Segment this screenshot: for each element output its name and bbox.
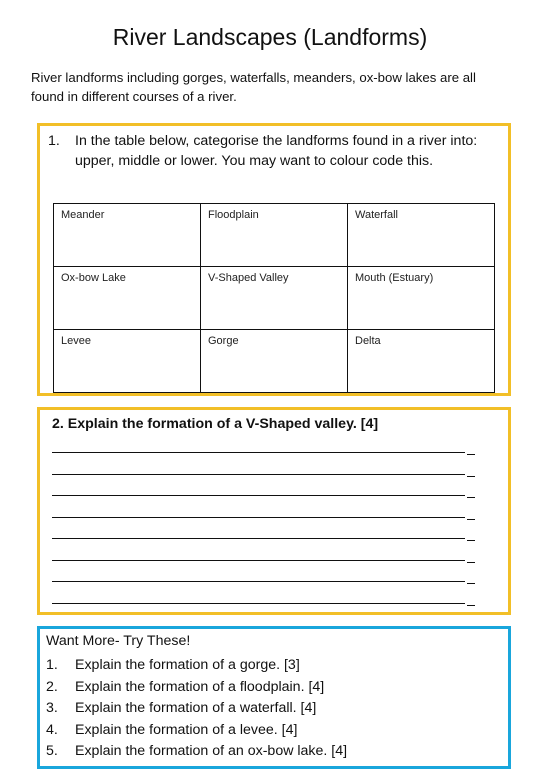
answer-line[interactable] [52, 474, 465, 475]
page-title: River Landscapes (Landforms) [112, 24, 428, 50]
list-item-number: 3. [46, 700, 58, 717]
table-cell: Ox-bow Lake [54, 267, 201, 330]
table-row [54, 204, 495, 267]
question-2-heading: 2. Explain the formation of a V-Shaped valley. [4] [52, 416, 379, 432]
list-item-number: 1. [46, 657, 58, 673]
list-item-number: 2. [46, 678, 58, 695]
table-cell: Mouth (Estuary) [348, 267, 495, 330]
table-row [54, 267, 495, 330]
table-cell: V-Shaped Valley [201, 267, 348, 330]
landforms-table [53, 203, 495, 393]
answer-line-tail [467, 497, 475, 498]
answer-line[interactable] [52, 495, 465, 496]
answer-line-tail [467, 605, 475, 606]
want-more-box [37, 626, 511, 769]
list-item-text: Explain the formation of an ox-bow lake. [4] [75, 743, 348, 760]
answer-line[interactable] [52, 538, 465, 539]
answer-line[interactable] [52, 560, 465, 561]
table-cell: Waterfall [348, 204, 495, 267]
table-cell: Levee [54, 330, 201, 393]
list-item [46, 720, 501, 742]
question-1-box [37, 123, 511, 396]
list-item [46, 677, 501, 699]
answer-line[interactable] [52, 452, 465, 453]
answer-line[interactable] [52, 603, 465, 604]
table-cell: Floodplain [201, 204, 348, 267]
answer-line[interactable] [52, 517, 465, 518]
list-item-text: Explain the formation of a floodplain. [4] [75, 678, 325, 695]
answer-line-tail [467, 562, 475, 563]
list-item-number: 4. [46, 721, 58, 738]
question-1-number: 1. [48, 133, 60, 149]
list-item-text: Explain the formation of a levee. [4] [75, 721, 298, 738]
intro-text: River landforms including gorges, waterfalls, meanders, ox-bow lakes are all found in different courses of a river. [31, 70, 476, 104]
list-item [46, 698, 501, 720]
answer-line-tail [467, 476, 475, 477]
list-item-text: Explain the formation of a gorge. [3] [75, 657, 300, 673]
list-item [46, 655, 501, 677]
table-row [54, 330, 495, 393]
list-item [46, 741, 501, 763]
question-2-box [37, 407, 511, 615]
question-1-text [48, 131, 498, 171]
answer-line-tail [467, 583, 475, 584]
list-item-text: Explain the formation of a waterfall. [4] [75, 700, 317, 717]
table-cell: Meander [54, 204, 201, 267]
answer-line-tail [467, 540, 475, 541]
table-cell: Delta [348, 330, 495, 393]
question-1-body: In the table below, categorise the landforms found in a river into: upper, middle or lower. You may want to colour code this. [75, 133, 478, 169]
want-more-title: Want More- Try These! [46, 633, 191, 649]
table-cell: Gorge [201, 330, 348, 393]
extension-question-list [46, 655, 501, 763]
answer-line[interactable] [52, 581, 465, 582]
answer-line-tail [467, 519, 475, 520]
list-item-number: 5. [46, 743, 58, 760]
answer-line-tail [467, 454, 475, 455]
